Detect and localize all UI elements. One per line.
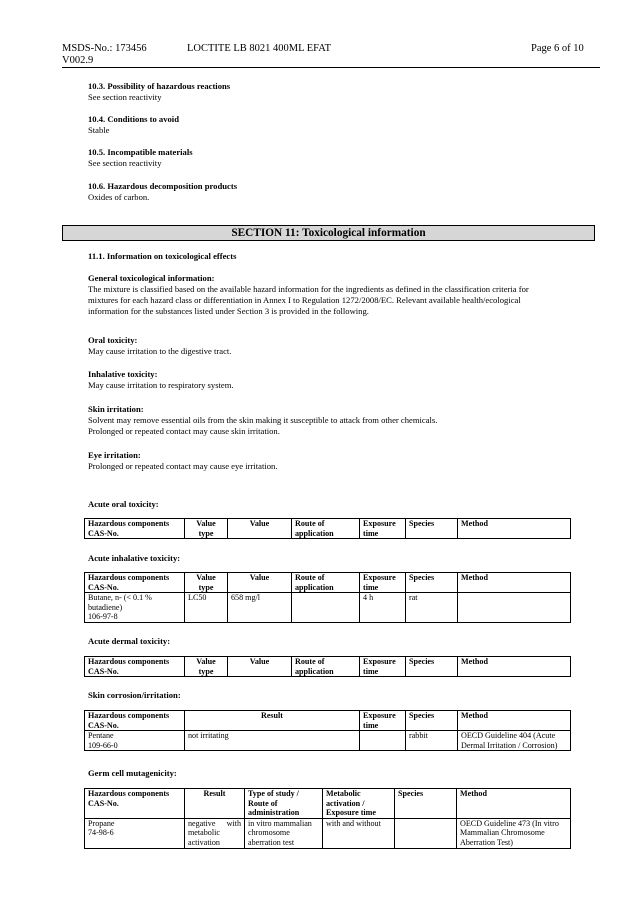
col-result: Result: [185, 789, 245, 819]
col-value: Value: [228, 573, 292, 593]
general-tox-line: information for the substances listed under Section 3 is provided in the following.: [88, 305, 369, 316]
cell-exposure: [360, 731, 406, 751]
skin-irr-title: Skin irritation:: [88, 404, 144, 414]
acute-oral-table: [84, 518, 571, 539]
cell-value: 658 mg/l: [228, 593, 292, 623]
col-hazardous: Hazardous components CAS-No.: [85, 711, 185, 731]
cell-species: rat: [406, 593, 458, 623]
col-hazardous: Hazardous components CAS-No.: [85, 519, 185, 539]
acute-inhal-title: Acute inhalative toxicity:: [88, 553, 181, 563]
table-row: [85, 593, 571, 623]
table-header-row: [85, 573, 571, 593]
col-species: Species: [406, 711, 458, 731]
col-metabolic: Metabolic activation / Exposure time: [323, 789, 395, 819]
col-method: Method: [457, 789, 571, 819]
col-hazardous: Hazardous components CAS-No.: [85, 789, 185, 819]
cell-component: Pentane 109-66-0: [85, 731, 185, 751]
col-method: Method: [458, 657, 571, 677]
oral-tox-text: May cause irritation to the digestive tract.: [88, 346, 232, 356]
col-method: Method: [458, 711, 571, 731]
cell-species: [395, 818, 457, 848]
acute-inhal-table: [84, 572, 571, 623]
text-10-6: Oxides of carbon.: [88, 192, 150, 202]
col-exposure: Exposure time: [360, 519, 406, 539]
col-species: Species: [406, 519, 458, 539]
eye-irr-text: Prolonged or repeated contact may cause eye irritation.: [88, 461, 278, 471]
col-exposure: Exposure time: [360, 711, 406, 731]
cell-study-type: in vitro mammalian chromosome aberration test: [245, 818, 323, 848]
col-route: Route of application: [292, 519, 360, 539]
col-value: Value: [228, 519, 292, 539]
col-value-type: Value type: [185, 573, 228, 593]
general-tox-line: mixtures for each hazard class or differentiation in Annex I to Regulation 1272/2008/EC. Relevant available health/ecological: [88, 294, 521, 305]
col-study-type: Type of study / Route of administration: [245, 789, 323, 819]
heading-10-4: 10.4. Conditions to avoid: [88, 114, 179, 124]
cell-exposure: 4 h: [360, 593, 406, 623]
col-hazardous: Hazardous components CAS-No.: [85, 573, 185, 593]
cell-species: rabbit: [406, 731, 458, 751]
germ-title: Germ cell mutagenicity:: [88, 768, 177, 778]
general-tox-line: The mixture is classified based on the available hazard information for the ingredients as defined in the classification criteria for: [88, 284, 529, 294]
general-tox-title: General toxicological information:: [88, 273, 215, 283]
general-tox-text: [88, 284, 598, 316]
germ-table: [84, 788, 571, 849]
col-hazardous: Hazardous components CAS-No.: [85, 657, 185, 677]
acute-dermal-title: Acute dermal toxicity:: [88, 636, 171, 646]
cell-component: Butane, n- (< 0.1 % butadiene) 106-97-8: [85, 593, 185, 623]
col-species: Species: [406, 573, 458, 593]
cell-value-type: LC50: [185, 593, 228, 623]
cell-metabolic: with and without: [323, 818, 395, 848]
skin-irr-line1: Solvent may remove essential oils from the skin making it susceptible to attack from other chemicals.: [88, 415, 438, 425]
col-route: Route of application: [292, 657, 360, 677]
table-header-row: [85, 789, 571, 819]
section-11-banner: SECTION 11: Toxicological information: [62, 225, 595, 241]
cell-method: [458, 593, 571, 623]
heading-11-1: 11.1. Information on toxicological effects: [88, 251, 237, 261]
eye-irr-title: Eye irritation:: [88, 450, 141, 460]
oral-tox-title: Oral toxicity:: [88, 335, 138, 345]
text-10-4: Stable: [88, 125, 110, 135]
table-header-row: [85, 657, 571, 677]
col-method: Method: [458, 519, 571, 539]
skin-corr-table: [84, 710, 571, 751]
text-10-3: See section reactivity: [88, 92, 162, 102]
col-route: Route of application: [292, 573, 360, 593]
cell-method: OECD Guideline 473 (In vitro Mammalian Chromosome Aberration Test): [457, 818, 571, 848]
product-name: LOCTITE LB 8021 400ML EFAT: [187, 43, 332, 54]
heading-10-6: 10.6. Hazardous decomposition products: [88, 181, 238, 191]
cell-result: negative with metabolic activation: [185, 818, 245, 848]
col-method: Method: [458, 573, 571, 593]
col-exposure: Exposure time: [360, 573, 406, 593]
table-header-row: [85, 519, 571, 539]
skin-irr-line2: Prolonged or repeated contact may cause skin irritation.: [88, 426, 280, 436]
col-result: Result: [185, 711, 360, 731]
acute-dermal-table: [84, 656, 571, 677]
cell-result: not irritating: [185, 731, 360, 751]
cell-route: [292, 593, 360, 623]
table-row: [85, 818, 571, 848]
version: V002.9: [62, 55, 94, 66]
col-species: Species: [406, 657, 458, 677]
col-value-type: Value type: [185, 657, 228, 677]
inhal-tox-text: May cause irritation to respiratory system.: [88, 380, 234, 390]
col-exposure: Exposure time: [360, 657, 406, 677]
page-number: Page 6 of 10: [531, 43, 584, 54]
col-species: Species: [395, 789, 457, 819]
cell-method: OECD Guideline 404 (Acute Dermal Irritation / Corrosion): [458, 731, 571, 751]
table-row: [85, 731, 571, 751]
inhal-tox-title: Inhalative toxicity:: [88, 369, 158, 379]
acute-oral-title: Acute oral toxicity:: [88, 499, 159, 509]
msds-number: MSDS-No.: 173456: [62, 43, 147, 54]
heading-10-5: 10.5. Incompatible materials: [88, 147, 193, 157]
col-value: Value: [228, 657, 292, 677]
heading-10-3: 10.3. Possibility of hazardous reactions: [88, 81, 231, 91]
col-value-type: Value type: [185, 519, 228, 539]
text-10-5: See section reactivity: [88, 158, 162, 168]
cell-component: Propane 74-98-6: [85, 818, 185, 848]
skin-corr-title: Skin corrosion/irritation:: [88, 690, 181, 700]
table-header-row: [85, 711, 571, 731]
header-rule: [62, 67, 600, 68]
